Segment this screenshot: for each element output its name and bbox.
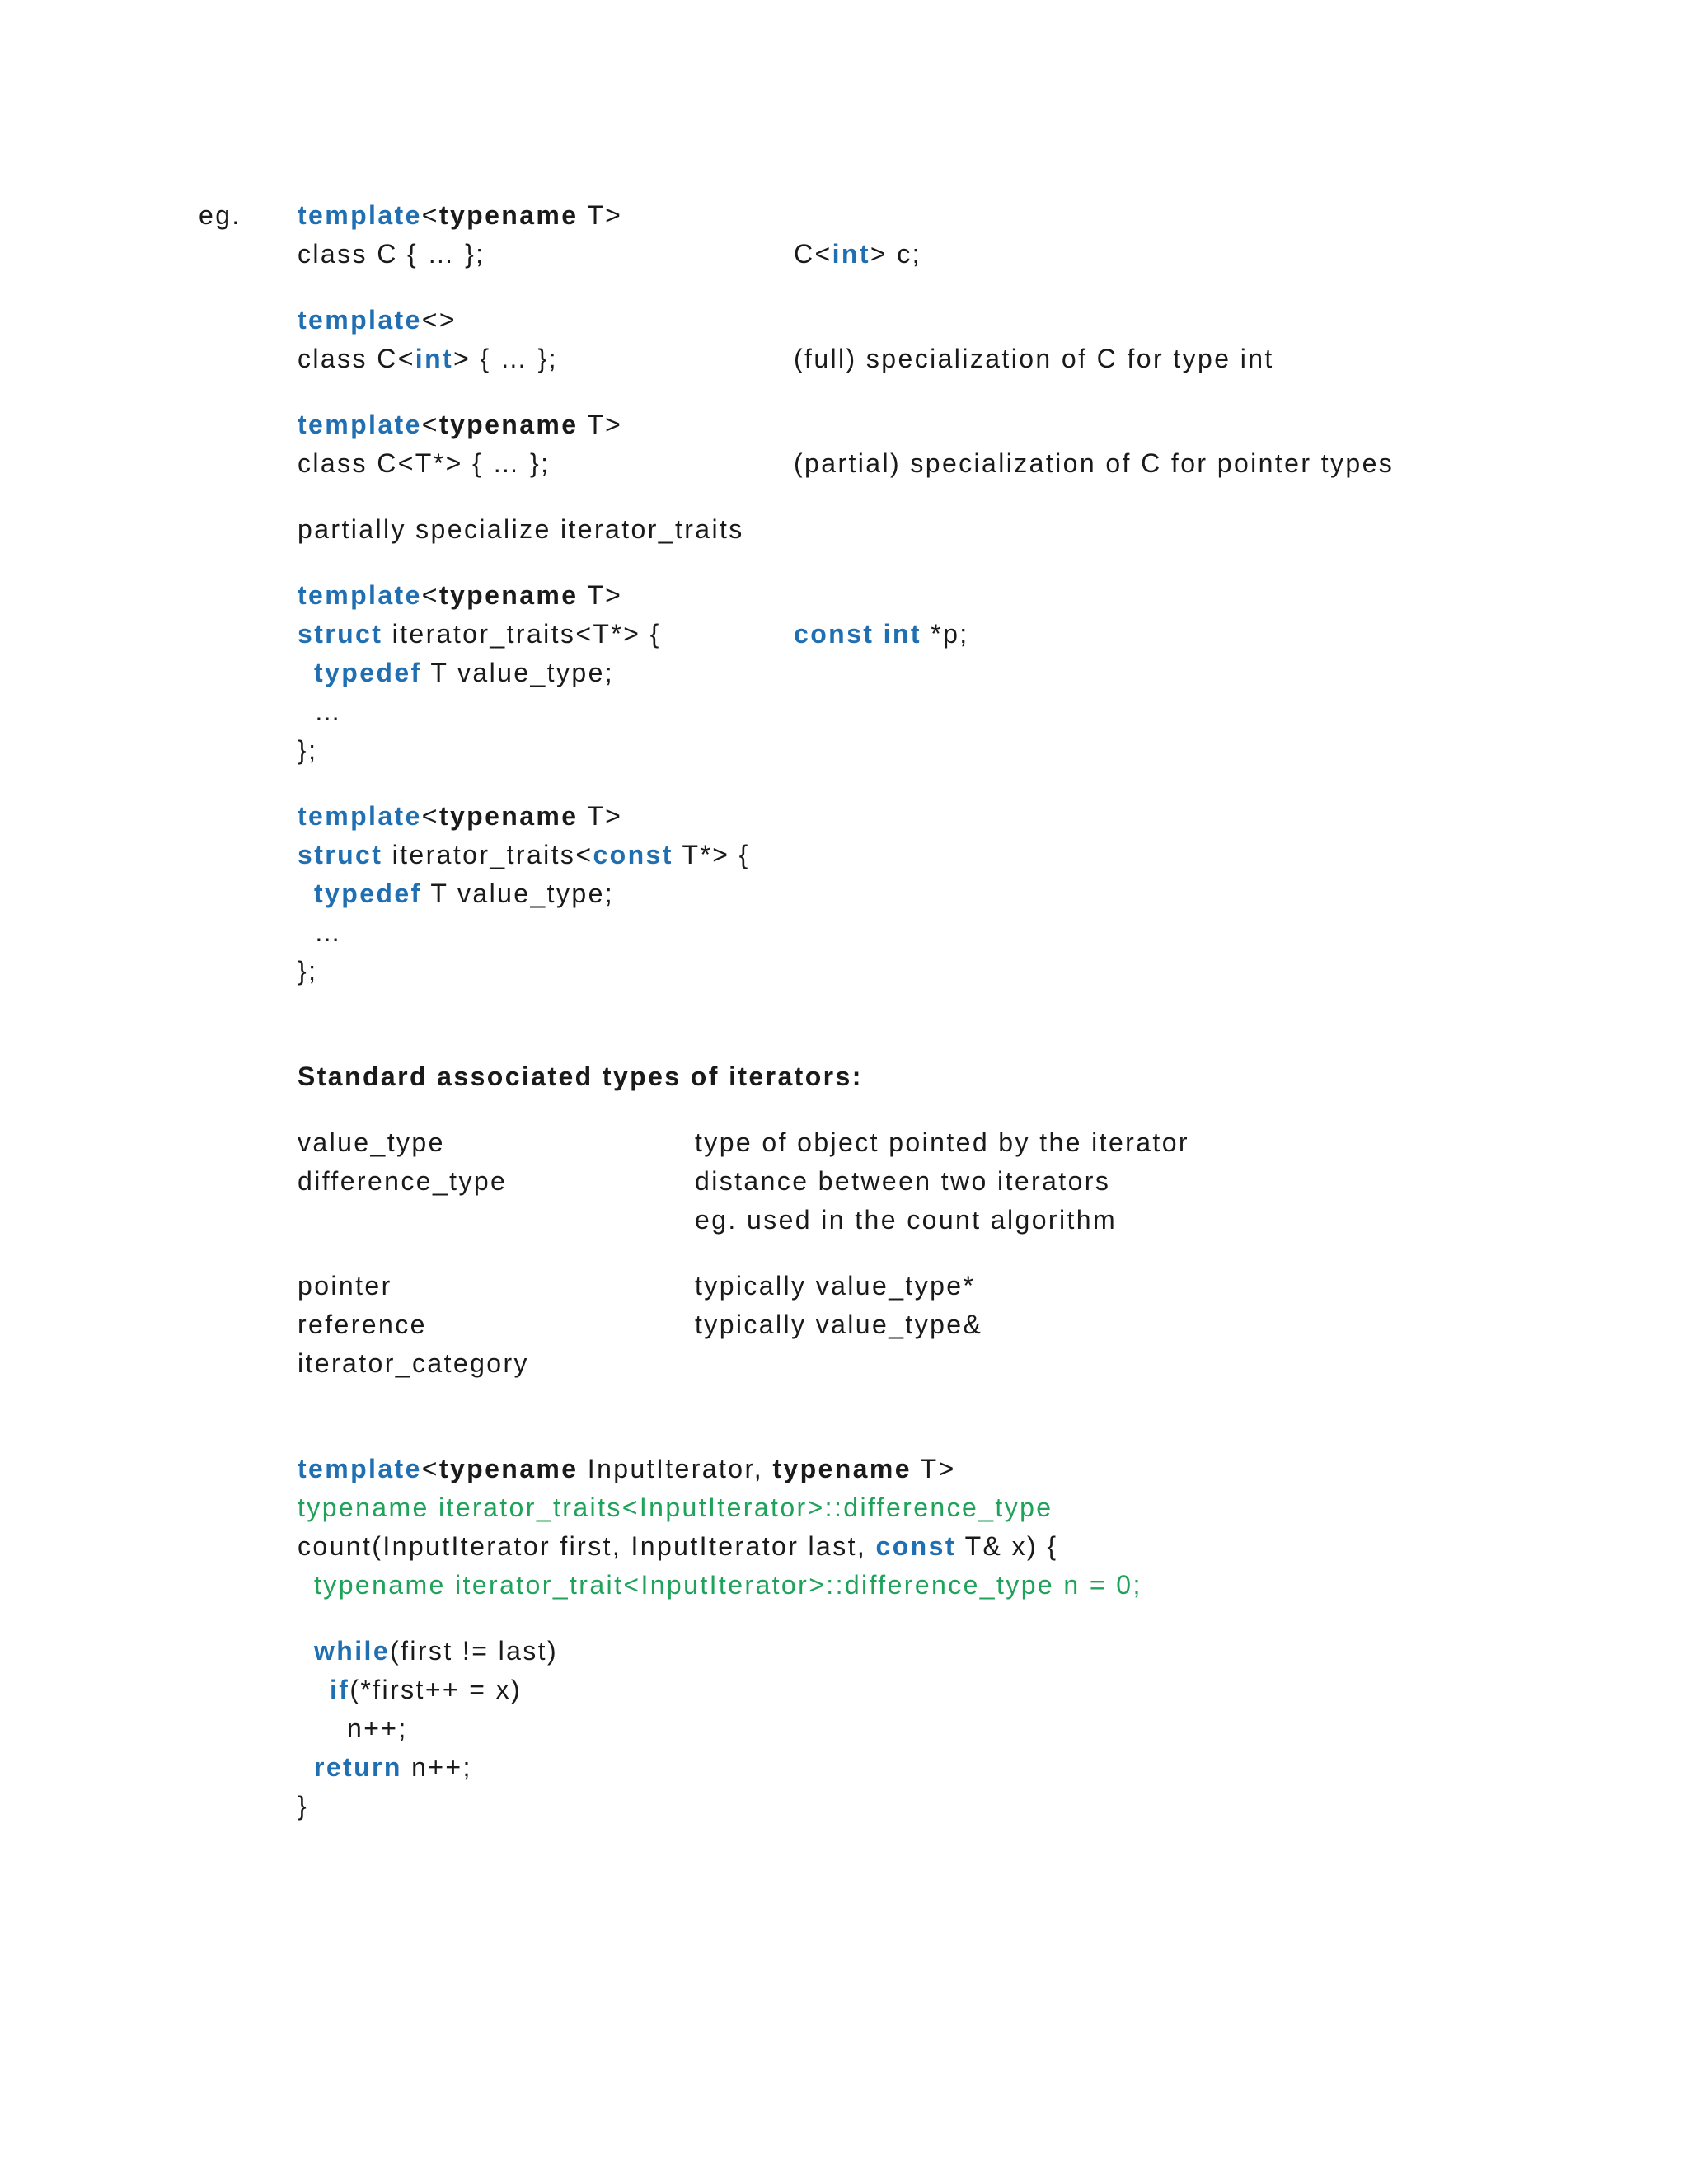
code-line xyxy=(298,342,558,375)
type-desc: distance between two iterators xyxy=(695,1166,1111,1196)
code-line xyxy=(298,303,457,336)
keyword: const int xyxy=(794,619,921,649)
code-text: InputIterator, xyxy=(578,1454,773,1483)
code-line xyxy=(314,656,614,689)
code-line xyxy=(298,617,661,650)
keyword: int xyxy=(415,344,454,373)
side-code xyxy=(794,617,969,650)
type-name: pointer xyxy=(298,1271,392,1301)
example-label: eg. xyxy=(199,200,241,230)
code-text: < xyxy=(421,200,439,230)
keyword-bold: typename xyxy=(438,580,579,610)
type-name: value_type xyxy=(298,1127,445,1157)
code-line: }; xyxy=(298,956,318,986)
code-line: … xyxy=(314,696,343,726)
code-text: T> xyxy=(911,1454,956,1483)
code-text: *p; xyxy=(921,619,969,649)
type-desc: eg. used in the count algorithm xyxy=(695,1205,1118,1235)
code-line-highlight: typename iterator_traits<InputIterator>::difference_type xyxy=(298,1493,1053,1522)
code-line xyxy=(314,1634,558,1667)
keyword: const xyxy=(875,1531,956,1561)
type-name: reference xyxy=(298,1310,427,1339)
keyword: struct xyxy=(298,840,383,869)
keyword: template xyxy=(298,410,422,439)
keyword: template xyxy=(298,1454,422,1483)
keyword: template xyxy=(298,801,422,831)
keyword: return xyxy=(314,1752,402,1782)
code-line: n++; xyxy=(347,1713,408,1743)
keyword: int xyxy=(832,239,870,269)
keyword: typedef xyxy=(314,879,422,908)
code-line xyxy=(298,199,622,232)
note-text: partially specialize iterator_traits xyxy=(298,514,744,544)
keyword-bold: typename xyxy=(438,410,579,439)
keyword-bold: typename xyxy=(438,200,579,230)
keyword: template xyxy=(298,200,422,230)
code-text: <> xyxy=(421,305,457,335)
code-text: > { … }; xyxy=(453,344,558,373)
section-heading: Standard associated types of iterators: xyxy=(298,1062,863,1091)
code-text: T> xyxy=(578,801,623,831)
code-line xyxy=(298,408,622,441)
keyword: if xyxy=(330,1675,350,1704)
code-line xyxy=(298,1530,1057,1563)
code-line xyxy=(298,799,622,832)
annotation: (full) specialization of C for type int xyxy=(794,344,1274,373)
keyword: struct xyxy=(298,619,383,649)
code-text: T> xyxy=(578,580,623,610)
code-text: n++; xyxy=(401,1752,472,1782)
code-text: class C< xyxy=(298,344,415,373)
code-text: C< xyxy=(794,239,832,269)
code-line xyxy=(298,579,622,612)
code-text: T value_type; xyxy=(421,879,615,908)
keyword-bold: typename xyxy=(438,1454,579,1483)
keyword: const xyxy=(593,840,673,869)
code-text: count(InputIterator first, InputIterator last, xyxy=(298,1531,876,1561)
keyword: while xyxy=(314,1636,391,1666)
code-line xyxy=(298,1452,956,1485)
type-desc: typically value_type& xyxy=(695,1310,983,1339)
code-text: T& x) { xyxy=(955,1531,1058,1561)
code-text: < xyxy=(421,1454,439,1483)
code-text: > c; xyxy=(870,239,921,269)
code-line xyxy=(314,877,614,910)
code-text: < xyxy=(421,580,439,610)
code-line: class C<T*> { … }; xyxy=(298,448,551,478)
type-desc: type of object pointed by the iterator xyxy=(695,1127,1189,1157)
code-line-highlight: typename iterator_trait<InputIterator>::difference_type n = 0; xyxy=(314,1570,1142,1600)
code-line: }; xyxy=(298,735,318,765)
code-text: iterator_traits<T*> { xyxy=(382,619,661,649)
keyword: typedef xyxy=(314,658,422,687)
type-name: difference_type xyxy=(298,1166,508,1196)
code-line: } xyxy=(298,1791,309,1821)
code-line: class C { … }; xyxy=(298,239,485,269)
code-text: < xyxy=(421,410,439,439)
code-line xyxy=(298,838,750,871)
keyword-bold: typename xyxy=(438,801,579,831)
annotation: (partial) specialization of C for pointer types xyxy=(794,448,1395,478)
type-desc: typically value_type* xyxy=(695,1271,976,1301)
keyword: template xyxy=(298,305,422,335)
side-code xyxy=(794,237,921,270)
code-line xyxy=(330,1673,522,1706)
keyword: template xyxy=(298,580,422,610)
code-text: iterator_traits< xyxy=(382,840,593,869)
code-text: T> xyxy=(578,410,623,439)
code-text: T> xyxy=(578,200,623,230)
keyword-bold: typename xyxy=(772,1454,912,1483)
code-line: … xyxy=(314,917,343,947)
code-text: T value_type; xyxy=(421,658,615,687)
code-text: < xyxy=(421,801,439,831)
code-text: (*first++ = x) xyxy=(349,1675,523,1704)
code-line xyxy=(314,1750,472,1783)
code-text: T*> { xyxy=(673,840,750,869)
code-text: (first != last) xyxy=(390,1636,559,1666)
type-name: iterator_category xyxy=(298,1348,529,1378)
